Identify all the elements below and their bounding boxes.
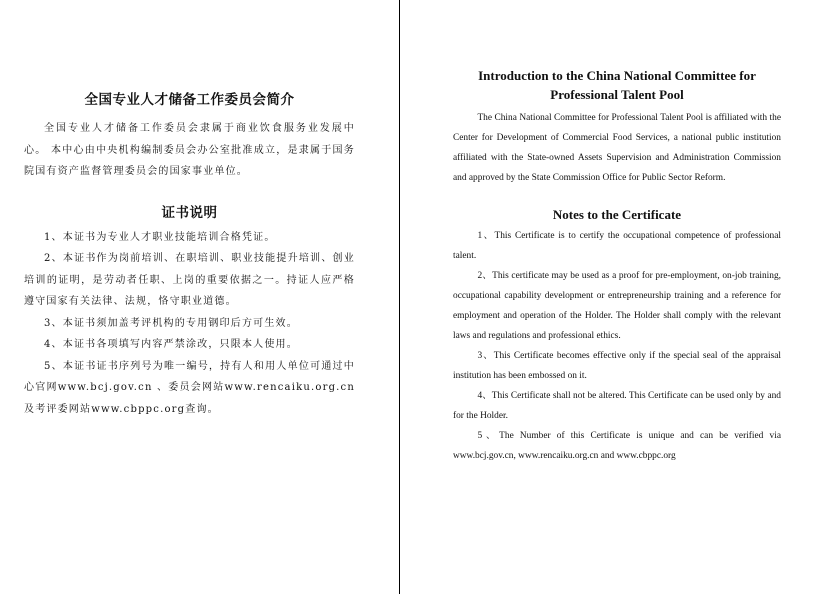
intro-title-en: Introduction to the China National Committee for Professional Talent Pool (478, 68, 756, 102)
note-item-zh-4: 4、本证书各项填写内容严禁涂改，只限本人使用。 (44, 339, 298, 350)
note-item-en-3: 3、This Certificate becomes effective only if the special seal of the appraisal institution has been embossed on it. (453, 351, 781, 381)
notes-title-zh: 证书说明 (161, 204, 218, 221)
intro-paragraph-en: The China National Committee for Professional Talent Pool is affiliated with the Center for Development of Commercial Food Services, a national public institution affiliated with the State-owned Assets Supervision and Administration Commission and approved by the State Commission Office for Public Sector Reform. (453, 113, 781, 183)
note-item-en-2: 2、This certificate may be used as a proof for pre-employment, on-job training, occupational capability development or entrepreneurship training and a reference for employment and operation of the Holder. The Holder shall comply with the relevant laws and regulations and professional ethics. (453, 271, 781, 341)
note-item-zh-1: 1、本证书为专业人才职业技能培训合格凭证。 (44, 231, 276, 243)
intro-paragraph-zh: 全国专业人才储备工作委员会隶属于商业饮食服务业发展中心。 本中心由中央机构编制委员会办公室批准成立，是隶属于国务院国有资产监督管理委员会的国家事业单位。 (24, 123, 355, 177)
note-item-zh-5: 5、本证书证书序列号为唯一编号，持有人和用人单位可通过中心官网www.bcj.gov.cn 、委员会网站www.rencaiku.org.cn 及考评委网站www.cbppc.org查询。 (24, 360, 355, 415)
note-item-zh-3: 3、本证书须加盖考评机构的专用钢印后方可生效。 (44, 317, 298, 329)
intro-title-zh: 全国专业人才储备工作委员会简介 (84, 92, 295, 108)
notes-title-en: Notes to the Certificate (552, 207, 682, 222)
note-item-en-5: 5、The Number of this Certificate is unique and can be verified via www.bcj.gov.cn, www.rencaiku.org.cn and www.cbppc.org (453, 431, 781, 461)
note-item-en-1: 1、This Certificate is to certify the occupational competence of professional talent. (453, 231, 781, 261)
left-page-chinese (0, 0, 399, 594)
right-page-english (401, 0, 823, 594)
page-divider (399, 0, 400, 594)
note-item-en-4: 4、This Certificate shall not be altered. This Certificate can be used only by and for the Holder. (453, 391, 781, 421)
note-item-zh-2: 2、本证书作为岗前培训、在职培训、职业技能提升培训、创业培训的证明，是劳动者任职、上岗的重要依据之一。持证人应严格遵守国家有关法律、法规，恪守职业道德。 (24, 253, 355, 307)
